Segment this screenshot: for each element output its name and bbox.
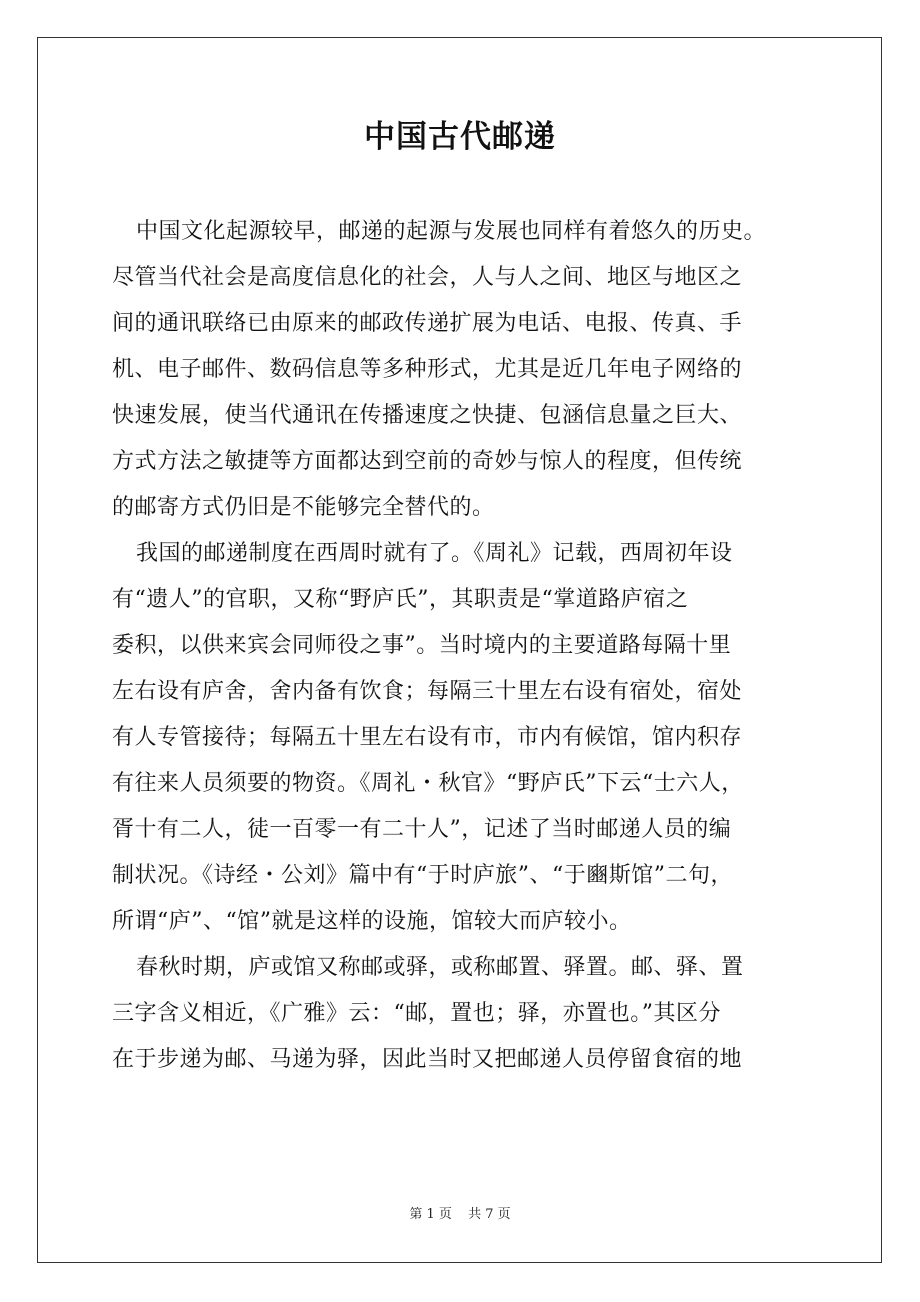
- text-line: 间的通讯联络已由原来的邮政传递扩展为电话、电报、传真、手: [112, 311, 743, 336]
- text-line: 制状况。《诗经・公刘》篇中有“于时庐旅”、“于豳斯馆”二句，: [112, 863, 733, 888]
- text-line: 快速发展，使当代通讯在传播速度之快捷、包涵信息量之巨大、: [112, 403, 743, 428]
- page-number: 第 1 页: [409, 1207, 452, 1222]
- text-line: 的邮寄方式仍旧是不能够完全替代的。: [112, 495, 495, 520]
- text-line: 方式方法之敏捷等方面都达到空前的奇妙与惊人的程度，但传统: [112, 449, 743, 474]
- paragraph-3: [112, 945, 832, 1083]
- text-line: 三字含义相近，《广雅》云：“邮，置也；驿，亦置也。”其区分: [112, 1001, 721, 1026]
- text-line: 有往来人员须要的物资。《周礼・秋官》“野庐氏”下云“士六人，: [112, 771, 744, 796]
- text-line: 有人专管接待；每隔五十里左右设有市，市内有候馆，馆内积存: [112, 725, 743, 750]
- text-line: 有“遗人”的官职，又称“野庐氏”，其职责是“掌道路庐宿之: [112, 587, 689, 612]
- text-line: 春秋时期，庐或馆又称邮或驿，或称邮置、驿置。邮、驿、置: [136, 955, 744, 980]
- document-title: 中国古代邮递: [364, 119, 556, 155]
- page-footer: [0, 1205, 920, 1225]
- text-line: 中国文化起源较早，邮递的起源与发展也同样有着悠久的历史。: [136, 219, 767, 244]
- paragraph-2: [112, 531, 832, 945]
- paragraph-1: [112, 209, 832, 531]
- text-line: 我国的邮递制度在西周时就有了。《周礼》记载，西周初年设: [136, 541, 733, 566]
- document-body: [112, 209, 832, 1083]
- page-total: 共 7 页: [468, 1207, 511, 1222]
- text-line: 胥十有二人，徒一百零一有二十人”，记述了当时邮递人员的编: [112, 817, 732, 842]
- text-line: 左右设有庐舍，舍内备有饮食；每隔三十里左右设有宿处，宿处: [112, 679, 743, 704]
- text-line: 在于步递为邮、马递为驿，因此当时又把邮递人员停留食宿的地: [112, 1047, 743, 1072]
- text-line: 委积，以供来宾会同师役之事”。当时境内的主要道路每隔十里: [112, 633, 732, 658]
- text-line: 所谓“庐”、“馆”就是这样的设施，馆较大而庐较小。: [112, 909, 632, 934]
- text-line: 机、电子邮件、数码信息等多种形式，尤其是近几年电子网络的: [112, 357, 743, 382]
- text-line: 尽管当代社会是高度信息化的社会，人与人之间、地区与地区之: [112, 265, 743, 290]
